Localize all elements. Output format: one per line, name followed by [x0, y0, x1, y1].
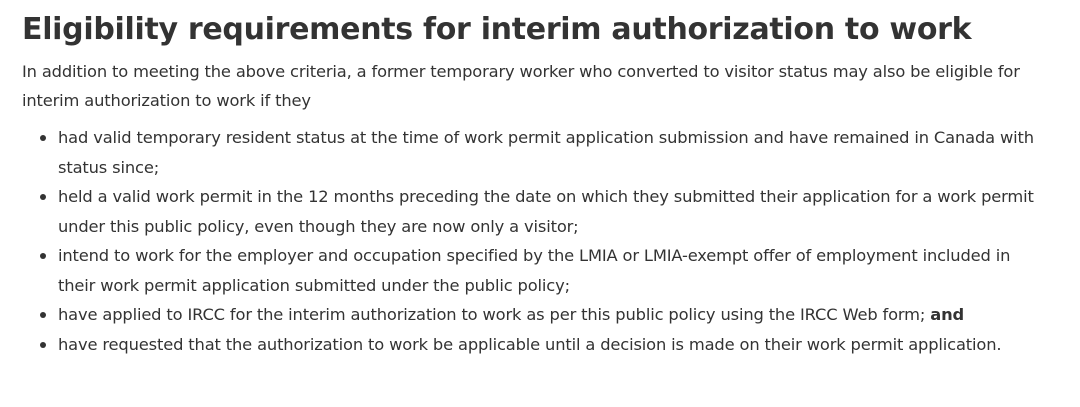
- list-item-text: intend to work for the employer and occupation specified by the LMIA or LMIA-exempt offer of employment included in their work permit application submitted under the public policy;: [58, 246, 1011, 295]
- list-item-text: have applied to IRCC for the interim authorization to work as per this public policy using the IRCC Web form;: [58, 305, 931, 324]
- list-item: [58, 300, 1058, 330]
- requirements-list: [22, 123, 1058, 359]
- list-item-text: held a valid work permit in the 12 months preceding the date on which they submitted their application for a work permit under this public policy, even though they are now only a visitor;: [58, 187, 1034, 236]
- bullet-icon: [40, 312, 46, 318]
- bullet-icon: [40, 194, 46, 200]
- bullet-icon: [40, 253, 46, 259]
- bullet-icon: [40, 342, 46, 348]
- list-item: [58, 330, 1058, 360]
- list-item: [58, 123, 1058, 182]
- list-item-text: had valid temporary resident status at the time of work permit application submission and have remained in Canada with status since;: [58, 128, 1034, 177]
- list-item: [58, 241, 1058, 300]
- list-item-text: have requested that the authorization to work be applicable until a decision is made on their work permit application.: [58, 334, 1002, 354]
- bullet-icon: [40, 135, 46, 141]
- list-item-conjunction: and: [930, 305, 965, 324]
- intro-paragraph: In addition to meeting the above criteria, a former temporary worker who converted to visitor status may also be eligible for interim authorization to work if they: [22, 62, 1020, 110]
- list-item: [58, 182, 1058, 241]
- page-title: Eligibility requirements for interim authorization to work: [22, 12, 972, 47]
